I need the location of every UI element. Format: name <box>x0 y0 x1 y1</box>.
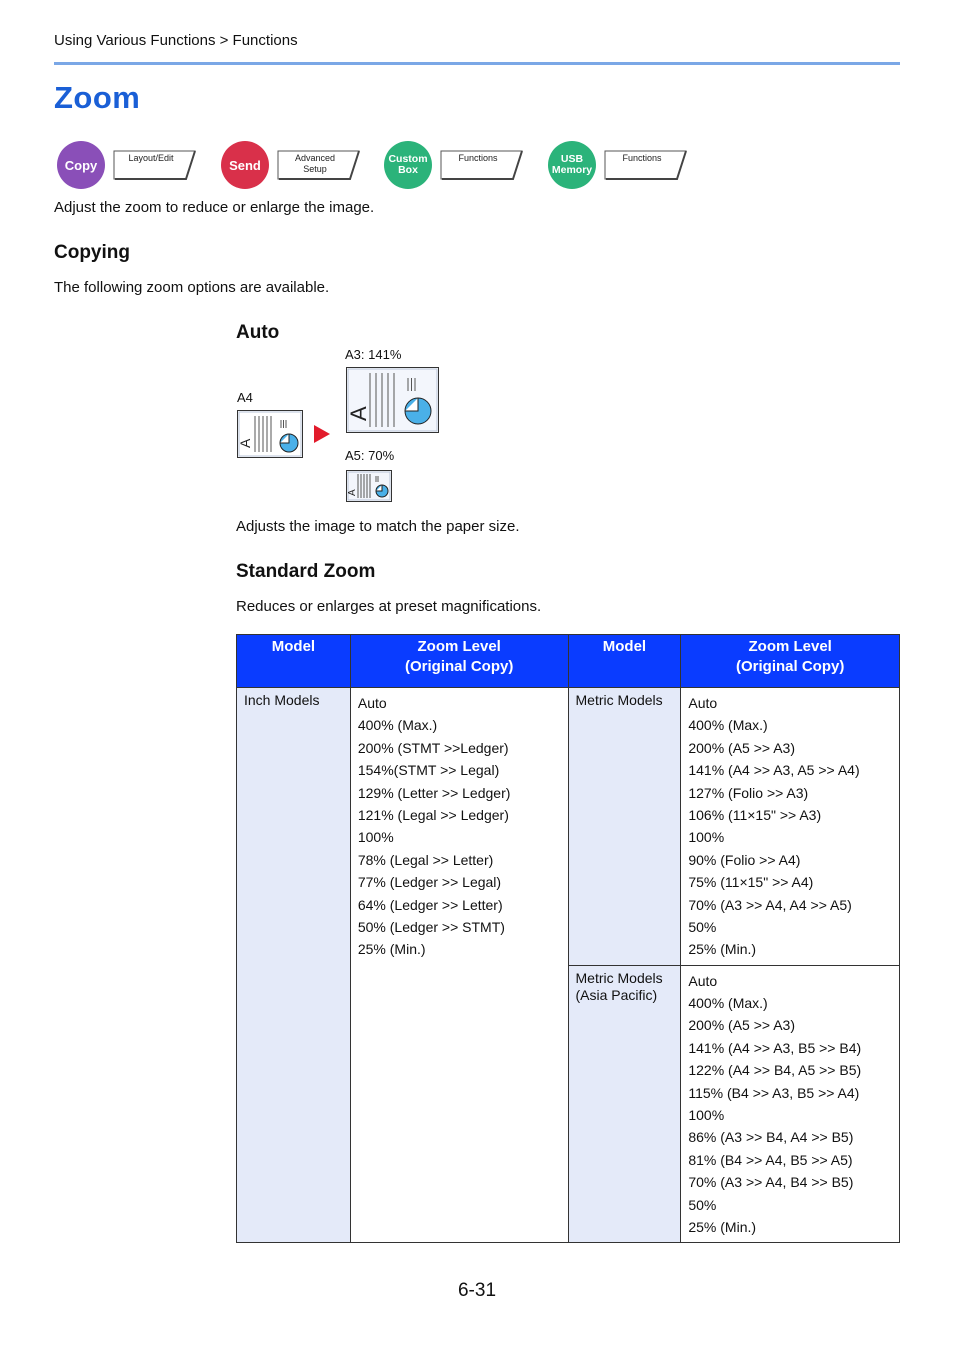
auto-description: Adjusts the image to match the paper size. <box>236 518 520 535</box>
inch-model-cell <box>237 688 351 1243</box>
usb-memory-mode-icon <box>548 141 596 189</box>
zoom-level-item: 400% (Max.) <box>688 717 768 734</box>
zoom-level-item: 25% (Min.) <box>688 941 757 958</box>
reduce-label: A5: 70% <box>345 448 395 463</box>
zoom-level-item: 141% (A4 >> A3, A5 >> A4) <box>688 762 860 779</box>
custom-box-line2: Box <box>398 164 418 176</box>
zoom-level-item: 77% (Ledger >> Legal) <box>357 874 502 891</box>
send-mode-icon <box>221 141 269 189</box>
breadcrumb: Using Various Functions > Functions <box>54 32 298 49</box>
metric-model-cell <box>568 688 681 966</box>
zoom-level-item: 200% (A5 >> A3) <box>688 739 795 756</box>
custom-box-functions-label: Functions <box>458 153 498 163</box>
copy-mode-label: Copy <box>64 157 98 173</box>
zoom-level-table <box>236 634 900 1243</box>
zoom-level-item: 86% (A3 >> B4, A4 >> B5) <box>688 1129 854 1146</box>
page-title: Zoom <box>54 80 141 115</box>
a4-original-icon <box>237 410 303 458</box>
usb-memory-functions-tab <box>604 150 688 180</box>
a4-letter: A <box>237 438 253 448</box>
standard-zoom-description: Reduces or enlarges at preset magnifications. <box>236 598 542 615</box>
custom-box-line1: Custom <box>388 153 428 165</box>
zoom-level-item: 50% <box>688 918 717 935</box>
header-zoom-right <box>681 635 900 688</box>
zoom-level-item: 141% (A4 >> A3, B5 >> B4) <box>688 1039 862 1056</box>
play-arrow-icon <box>313 424 331 444</box>
intro-text: Adjust the zoom to reduce or enlarge the image. <box>54 199 375 216</box>
zoom-level-item: 100% <box>357 829 394 846</box>
metric-ap-levels-cell <box>681 965 900 1243</box>
zoom-level-item: 106% (11×15" >> A3) <box>688 806 822 823</box>
zoom-level-item: 70% (A3 >> A4, A4 >> A5) <box>688 896 852 913</box>
inch-levels-cell <box>350 688 568 1243</box>
zoom-level-item: 200% (A5 >> A3) <box>688 1017 795 1034</box>
metric-ap-model-line2: (Asia Pacific) <box>575 986 658 1003</box>
zoom-level-item: 25% (Min.) <box>357 941 426 958</box>
header-zoom-left-line2: (Original Copy) <box>405 658 514 675</box>
a3-enlarged-icon <box>346 367 439 433</box>
zoom-level-item: 127% (Folio >> A3) <box>688 784 809 801</box>
zoom-level-item: 100% <box>688 1107 725 1124</box>
usb-memory-mode-label <box>552 154 592 176</box>
zoom-level-item: 121% (Legal >> Ledger) <box>357 806 509 823</box>
copying-heading: Copying <box>54 242 130 263</box>
source-label: A4 <box>237 390 253 405</box>
zoom-level-item: 81% (B4 >> A4, B5 >> A5) <box>688 1151 853 1168</box>
zoom-level-item: 200% (STMT >>Ledger) <box>357 739 509 756</box>
layout-edit-tab-label: Layout/Edit <box>128 153 174 163</box>
zoom-level-item: 115% (B4 >> A3, B5 >> A4) <box>688 1084 860 1101</box>
enlarge-label: A3: 141% <box>345 347 402 362</box>
a5-reduced-icon <box>346 470 392 502</box>
custom-box-mode-icon <box>384 141 432 189</box>
a5-letter: A <box>347 489 358 496</box>
metric-ap-model-line1: Metric Models <box>575 969 663 986</box>
advanced-setup-tab-label <box>277 153 353 175</box>
auto-heading: Auto <box>236 322 280 343</box>
zoom-level-item: 78% (Legal >> Letter) <box>357 851 494 868</box>
zoom-level-item: 70% (A3 >> A4, B4 >> B5) <box>688 1174 854 1191</box>
page-number: 6-31 <box>457 1280 497 1301</box>
zoom-level-item: Auto <box>688 972 718 989</box>
zoom-level-item: 400% (Max.) <box>357 717 438 734</box>
zoom-level-item: 400% (Max.) <box>688 995 768 1012</box>
inch-levels-list <box>358 692 561 961</box>
advanced-setup-tab <box>277 150 361 180</box>
zoom-level-item: 122% (A4 >> B4, A5 >> B5) <box>688 1062 862 1079</box>
zoom-level-item: 25% (Min.) <box>688 1218 757 1235</box>
metric-ap-levels-list <box>688 970 892 1239</box>
a3-letter: A <box>346 406 371 421</box>
zoom-level-item: Auto <box>688 695 718 711</box>
copy-mode-icon <box>57 141 105 189</box>
custom-box-functions-tab <box>440 150 524 180</box>
copying-text: The following zoom options are available. <box>54 279 330 296</box>
zoom-level-item: 64% (Ledger >> Letter) <box>357 896 503 913</box>
metric-levels-cell <box>681 688 900 966</box>
header-rule <box>54 62 900 65</box>
zoom-level-item: 100% <box>688 829 725 846</box>
zoom-level-item: 129% (Letter >> Ledger) <box>357 784 511 801</box>
header-zoom-left <box>350 635 568 688</box>
header-model-left: Model <box>237 635 351 688</box>
table-header-row <box>237 635 900 688</box>
advanced-setup-line2: Setup <box>303 164 327 174</box>
header-zoom-left-line1: Zoom Level <box>417 638 501 655</box>
zoom-level-item: 50% <box>688 1196 717 1213</box>
metric-model-label: Metric Models <box>575 692 663 708</box>
zoom-level-item: 154%(STMT >> Legal) <box>357 762 500 779</box>
send-mode-label: Send <box>229 157 261 173</box>
header-zoom-right-line2: (Original Copy) <box>736 658 845 675</box>
usb-memory-functions-label: Functions <box>622 153 662 163</box>
layout-edit-tab <box>113 150 197 180</box>
standard-zoom-heading: Standard Zoom <box>236 561 376 582</box>
usb-memory-line2: Memory <box>551 164 593 176</box>
custom-box-mode-label <box>388 154 427 176</box>
metric-levels-list <box>688 692 892 961</box>
zoom-level-item: Auto <box>357 695 387 711</box>
advanced-setup-line1: Advanced <box>294 153 336 163</box>
zoom-level-item: 50% (Ledger >> STMT) <box>357 918 505 935</box>
zoom-level-item: 90% (Folio >> A4) <box>688 851 801 868</box>
metric-ap-model-cell <box>568 965 681 1243</box>
header-zoom-right-line1: Zoom Level <box>748 638 832 655</box>
inch-model-label: Inch Models <box>244 692 320 708</box>
header-model-right: Model <box>568 635 681 688</box>
table-row <box>237 688 900 966</box>
zoom-level-item: 75% (11×15" >> A4) <box>688 874 814 891</box>
usb-memory-line1: USB <box>560 153 584 165</box>
